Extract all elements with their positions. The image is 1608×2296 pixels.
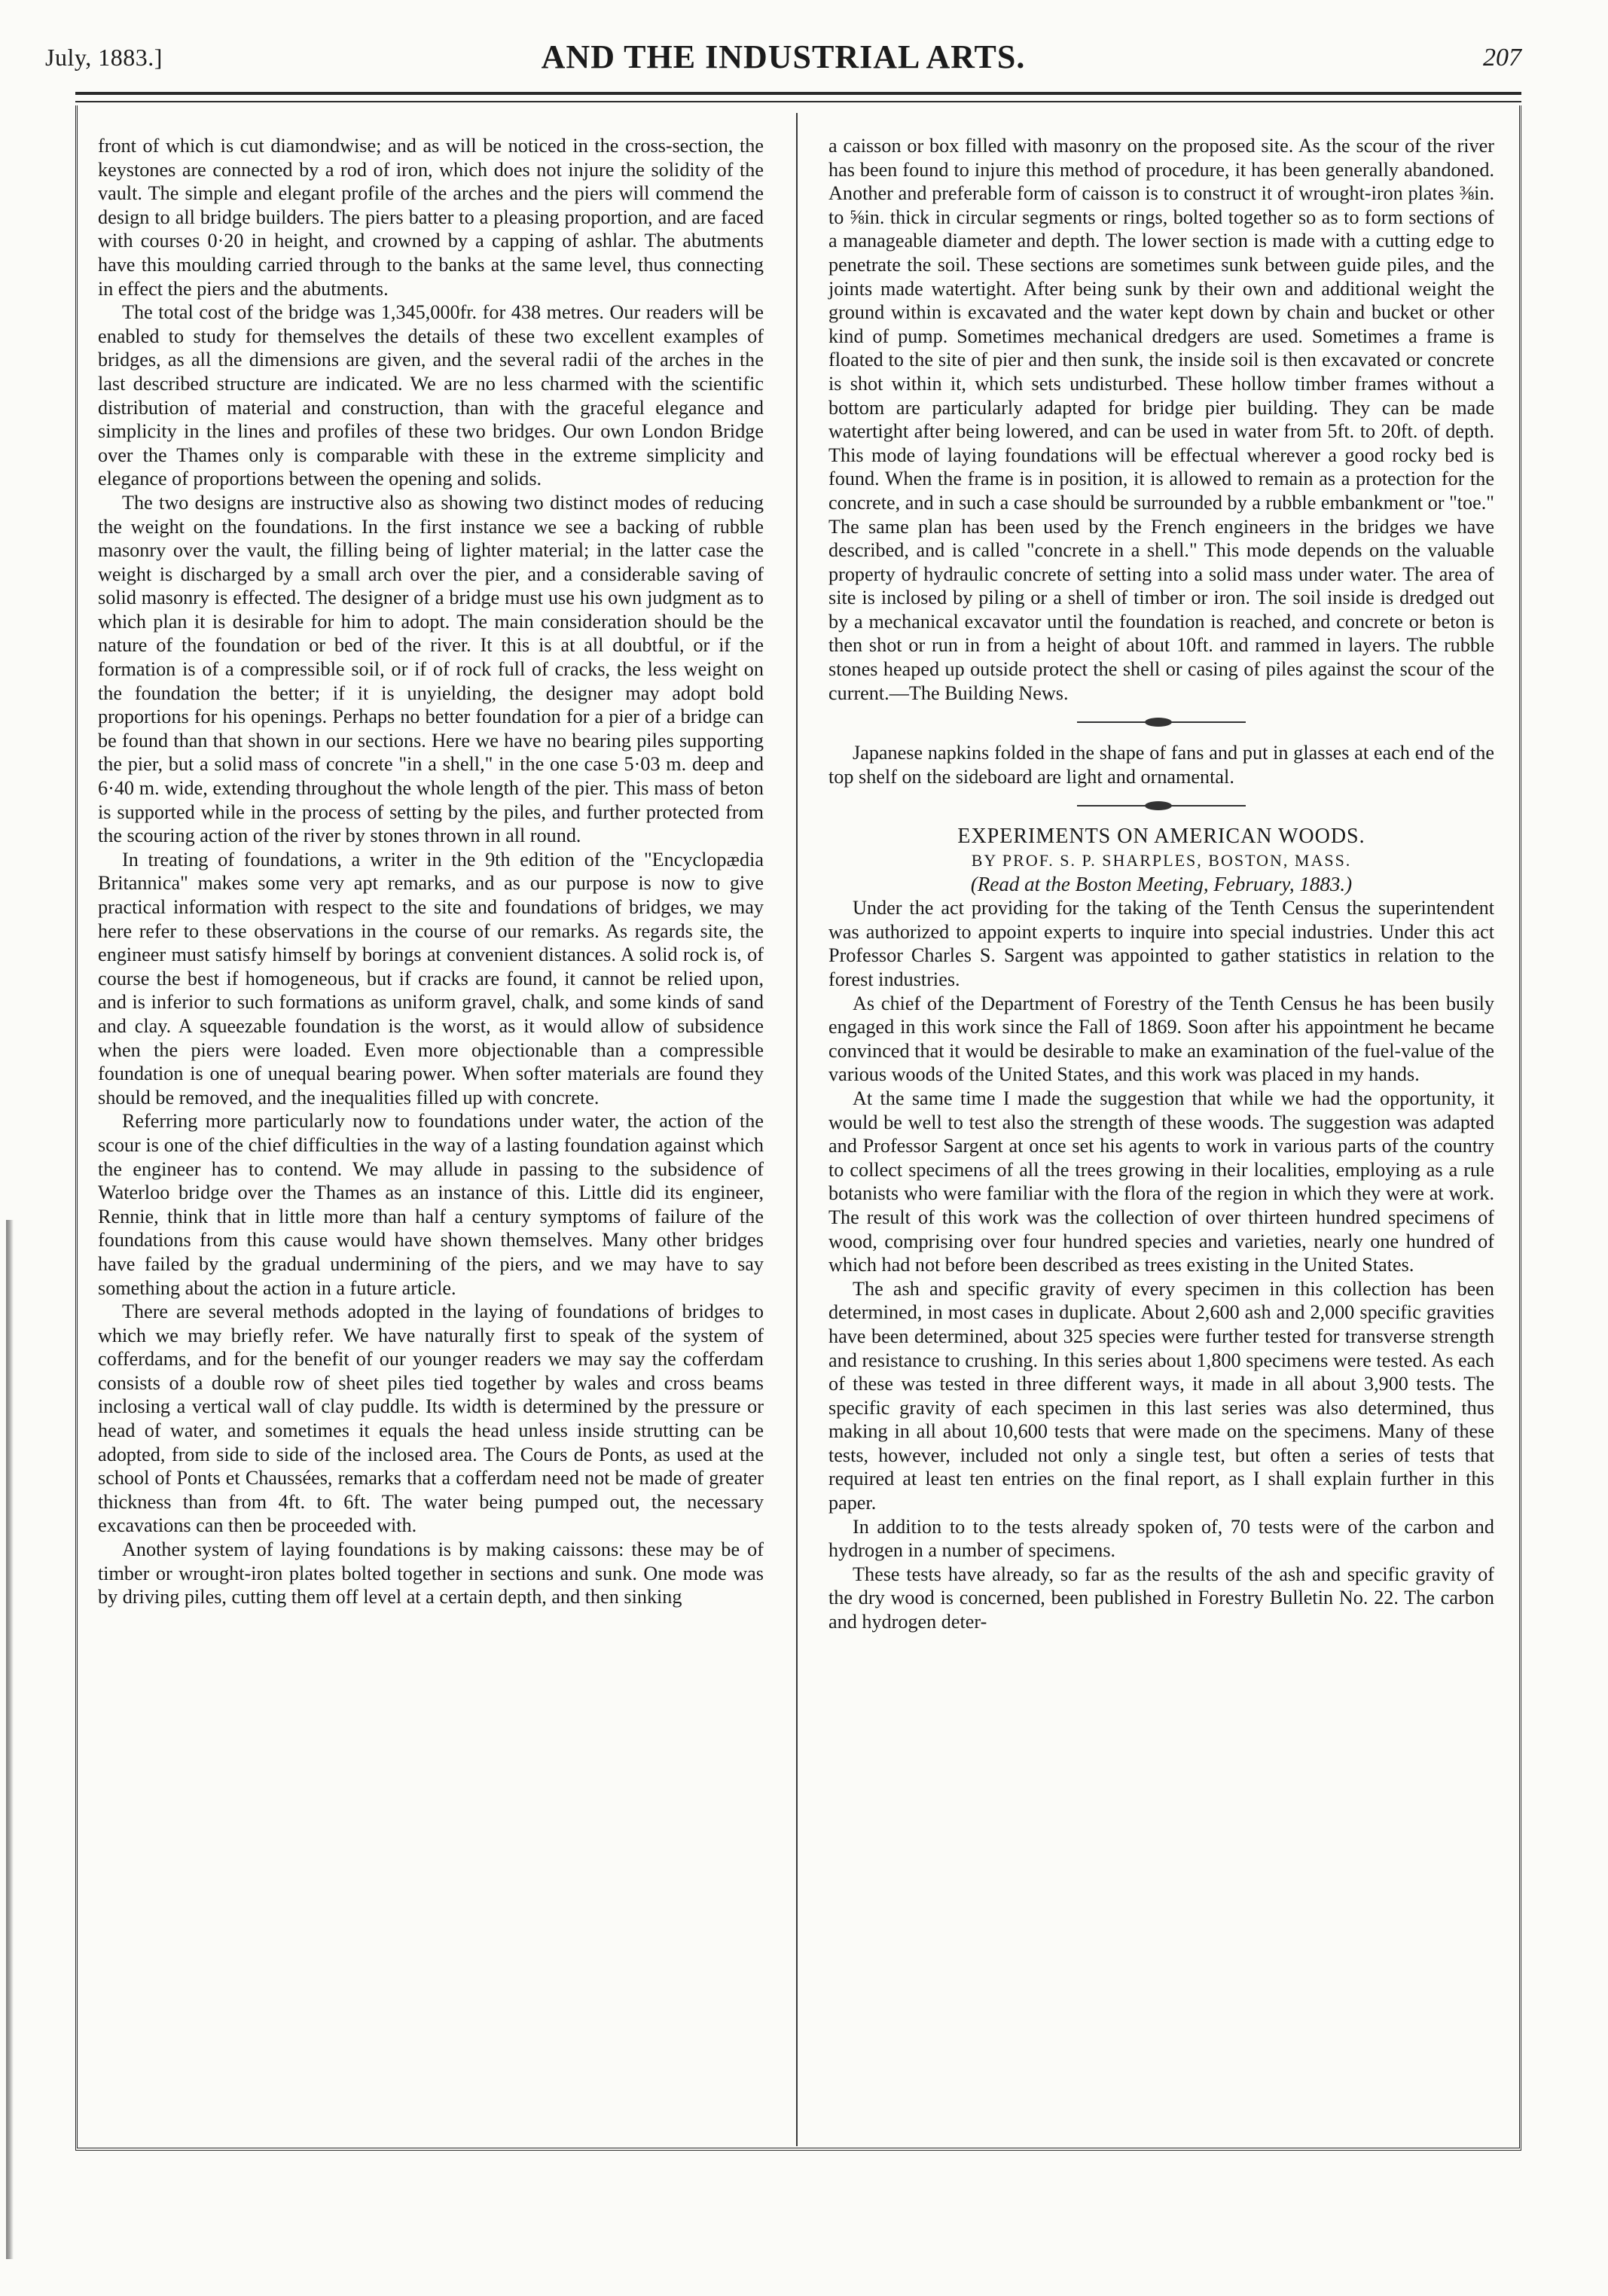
paragraph: The total cost of the bridge was 1,345,000fr. for 438 metres. Our readers will be enabled to study for themselves the details of these two excellent examples of bridges, as all the dimensions are given, and the several radii of the arches in the last described structure are indicated. We are no less charmed with the scientific distribution of material and construction, than with the graceful elegance and simplicity in the lines and profiles of these two bridges. Our own London Bridge over the Thames only is comparable with these in the extreme simplicity and elegance of proportions between the opening and solids. xyxy=(98,301,764,490)
paragraph: These tests have already, so far as the results of the ash and specific gravity of the dry wood is concerned, been published in Forestry Bulletin No. 22. The carbon and hydrogen deter- xyxy=(828,1563,1494,1633)
paragraph: Under the act providing for the taking of the Tenth Census the superintendent was authorized to appoint experts to inquire into special industries. Under this act Professor Charles S. Sargent was appointed to gather statistics in relation to the forest industries. xyxy=(828,897,1494,990)
paragraph: In addition to to the tests already spoken of, 70 tests were of the carbon and hydrogen in a number of specimens. xyxy=(828,1515,1494,1562)
paragraph: There are several methods adopted in the laying of foundations of bridges to which we may briefly refer. We have naturally first to speak of the system of cofferdams, and for the benefit of our younger readers we may say the cofferdam consists of a double row of sheet piles tied together by wales and cross beams inclosing a vertical wall of clay puddle. Its width is determined by the pressure or head of water, and sometimes it equals the head unless inside strutting can be adopted, from side to side of the inclosed area. The Cours de Ponts, as used at the school of Ponts et Chaussées, remarks that a cofferdam need not be made of greater thickness than from 4ft. to 6ft. The water being pumped out, the necessary excavations can then be proceeded with. xyxy=(98,1300,764,1537)
article-byline: BY PROF. S. P. SHARPLES, BOSTON, MASS. xyxy=(971,851,1352,871)
paragraph: At the same time I made the suggestion that while we had the opportunity, it would be well to test also the strength of these woods. The suggestion was adapted and Professor Sargent at once set his agents to work in various parts of the country to collect specimens of all the trees growing in their localities, employing as a rule botanists who were familiar with the flora of the region in which they were at work. The result of this work was the collection of over thirteen hundred specimens of wood, comprising over four hundred species and varieties, nearly one hundred of which had not before been described as trees existing in the United States. xyxy=(828,1087,1494,1276)
paragraph: The ash and specific gravity of every specimen in this collection has been determined, in most cases in duplicate. About 2,600 ash and 2,000 specific gravities have been determined, about 325 species were further tested for transverse strength and resistance to crushing. In this series about 1,800 specimens were tested. As each of these was tested in three different ways, it made in all about 3,900 tests. The specific gravity of each specimen in this last series was also determined, thus making in all about 10,600 tests that were made on the specimens. Many of these tests, however, included not only a single test, but often a series of tests that required at least ten entries on the final report, as I shall explain further in this paper. xyxy=(828,1277,1494,1514)
paragraph: front of which is cut diamondwise; and as will be noticed in the cross-section, the keystones are connected by a rod of iron, which does not injure the solidity of the vault. The simple and elegant profile of the arches and the piers will commend the design to all bridge builders. The piers batter to a pleasing proportion, and are faced with courses 0·20 in height, and crowned by a capping of ashlar. The abutments have this moulding carried through to the banks at the same level, thus connecting in effect the piers and the abutments. xyxy=(98,135,764,300)
header-rule-thin xyxy=(75,101,1521,102)
column-divider xyxy=(796,113,798,2146)
paragraph: As chief of the Department of Forestry of the Tenth Census he has been busily engaged in this work since the Fall of 1869. Soon after his appointment he became convinced that it would be desirable to make an examination of the fuel-value of the various woods of the United States, and this work was placed in my hands. xyxy=(828,992,1494,1086)
right-column xyxy=(828,134,1494,1634)
page-number: 207 xyxy=(1483,44,1521,72)
left-column xyxy=(98,134,764,1609)
paragraph: Referring more particularly now to foundations under water, the action of the scour is one of the chief difficulties in the way of a lasting foundation against which the engineer has to contend. We may allude in passing to the subsidence of Waterloo bridge over the Thames as an instance of this. Little did its engineer, Rennie, think that in little more than half a century symptoms of failure of the foundations from this cause would have shown themselves. Many other bridges have failed by the gradual undermining of the piers, and we may have to say something about the action in a future article. xyxy=(98,1110,764,1299)
article-title: EXPERIMENTS ON AMERICAN WOODS. xyxy=(957,825,1365,849)
page-binding-edge xyxy=(6,1220,14,2259)
paragraph: The two designs are instructive also as showing two distinct modes of reducing the weight on the foundations. In the first instance we see a backing of rubble masonry over the vault, the filling being of lighter material; in the latter case the weight is discharged by a small arch over the pier, and a considerable saving of solid masonry is effected. The designer of a bridge must use his own judgment as to which plan it is desirable for him to adopt. The main consideration should be the nature of the foundation or bed of the river. It this is at all doubtful, or if the formation is of a compressible soil, or if of rock full of cracks, the less weight on the foundation the better; if it is unyielding, the designer may adopt bold proportions for his openings. Perhaps no better foundation for a pier of a bridge can be found than that shown in our sections. Here we have no bearing piles supporting the pier, but a solid mass of concrete "in a shell," in the one case 5·03 m. deep and 6·40 m. wide, extending throughout the whole length of the pier. This mass of beton is supported while in the process of setting by the piles, and further protected from the scouring action of the river by stones thrown in all round. xyxy=(98,491,764,847)
napkins-note: Japanese napkins folded in the shape of fans and put in glasses at each end of the top shelf on the sideboard are light and ornamental. xyxy=(828,742,1494,788)
header-rule xyxy=(75,92,1521,95)
paragraph: a caisson or box filled with masonry on the proposed site. As the scour of the river has been found to injure this method of procedure, it has been generally abandoned. Another and preferable form of caisson is to construct it of wrought-iron plates ⅜in. to ⅝in. thick in circular segments or rings, bolted together so as to form sections of a manageable diameter and depth. The lower section is made with a cutting edge to penetrate the soil. These sections are sometimes sunk between guide piles, and the joints made watertight. After being sunk by their own and additional weight the ground within is excavated and the water kept down by chain and bucket or other kind of pump. Sometimes mechanical dredgers are used. Sometimes a frame is floated to the site of pier and then sunk, the inside soil is then excavated or concrete is shot within it, which sets undisturbed. These hollow timber frames without a bottom are particularly adapted for bridge pier building. They can be made watertight after being lowered, and can be used in water from 5ft. to 20ft. of depth. This mode of laying foundations will be effectual wherever a good rocky bed is found. When the frame is in position, it is allowed to remain as a protection for the concrete, and in such a case should be surrounded by a rubble embankment or "toe." The same plan has been used by the French engineers in the bridges we have described, and is called "concrete in a shell." This mode depends on the valuable property of hydraulic concrete of setting into a solid mass under water. The area of site is inclosed by piling or a shell of timber or iron. The soil inside is dredged out by a mechanical excavator until the foundation is reached, and concrete or beton is then shot or run in from a height of about 10ft. and rammed in layers. The rubble stones heaped up outside protect the shell or casing of piles against the scour of the current.—The Building News. xyxy=(828,135,1494,704)
ornament-separator xyxy=(828,715,1494,729)
article-read-at: (Read at the Boston Meeting, February, 1883.) xyxy=(970,872,1353,895)
paragraph: In treating of foundations, a writer in the 9th edition of the "Encyclopædia Britannica" makes some very apt remarks, and as our purpose is now to give practical information with respect to the site and foundations of bridges, we may here refer to these observations in the course of our remarks. As regards site, the engineer must satisfy himself by borings at convenient distances. A solid rock is, of course the best if homogeneous, but if cracks are found, it cannot be relied upon, and is inferior to such formations as uniform gravel, chalk, and some kinds of sand and clay. A squeezable foundation is the worst, as it would allow of subsidence when the piers were loaded. Even more objectionable than a compressible foundation is one of unequal bearing power. When softer materials are found they should be removed, and the inequalities filled up with concrete. xyxy=(98,848,764,1108)
header-date: July, 1883.] xyxy=(45,44,163,71)
paragraph: Another system of laying foundations is by making caissons: these may be of timber or wrought-iron plates bolted together in sections and sunk. One mode was by driving piles, cutting them off level at a certain depth, and then sinking xyxy=(98,1538,764,1608)
ornament-separator xyxy=(828,799,1494,813)
page-header xyxy=(45,38,1521,83)
header-title: AND THE INDUSTRIAL ARTS. xyxy=(541,38,1026,75)
